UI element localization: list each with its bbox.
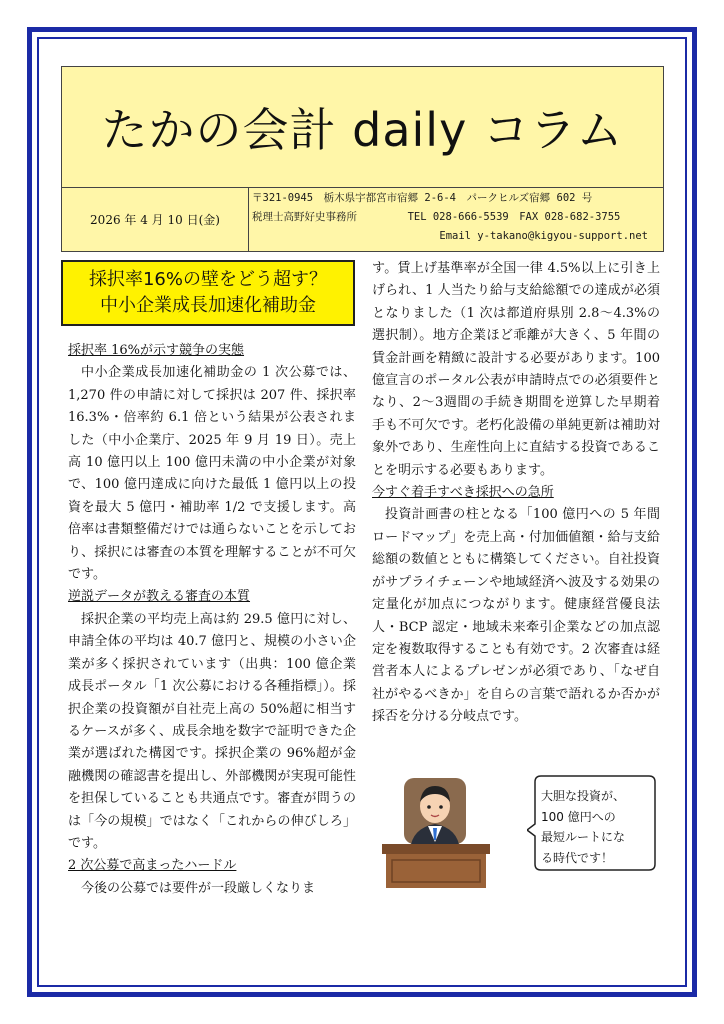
speech-bubble-text bbox=[541, 786, 653, 868]
office-address: 〒321-0945 栃木県宇都宮市宿郷 2-6-4 パークヒルズ宿郷 602 号 bbox=[252, 192, 593, 204]
office-name-phone bbox=[252, 208, 662, 227]
office-name: 税理士高野好史事務所 bbox=[252, 211, 357, 223]
eye-left bbox=[427, 805, 431, 809]
paragraph: 中小企業成長加速化補助金の 1 次公募では、1,270 件の申請に対して採択は 207 件、採択率 16.3%・倍率約 6.1 倍という結果が公表されました（中小企業庁、2025 年 9 月 19 日）。売上高 10 億円以上 100 億円未満の中小企業が対象で、100 億円達成に向けた最低 1 億円以上の投資を最大 5 億円・補助率 1/2 で支援します。高倍率は書類整備だけでは通らないことを示しており、採択には審査の本質を理解することが不可欠です。 bbox=[68, 365, 356, 583]
article-column-right bbox=[372, 258, 660, 729]
executive-at-desk-illustration bbox=[382, 770, 508, 888]
office-email: Email y-takano@kigyou-support.net bbox=[439, 230, 648, 242]
bubble-line: 大胆な投資が、 bbox=[541, 789, 626, 803]
bubble-line: 最短ルートにな bbox=[541, 830, 626, 844]
section-heading: 採択率 16%が示す競争の実態 bbox=[68, 343, 245, 358]
paragraph: 採択企業の平均売上高は約 29.5 億円に対し、申請全体の平均は 40.7 億円と、規模の小さい企業が多く採択されています（出典：100 億企業成長ポータル「1 次公募における各種指標」）。採択企業の投資額が自社売上高の 50%超に相当するケースが多く、成長余地を数字で証明できた企業が選ばれた構図です。採択企業の 96%超が金融機関の確認書を提出し、外部機関が実現可能性を担保していることも共通点です。審査が問うのは「今の規模」ではなく「これからの伸びしろ」です。 bbox=[68, 611, 356, 851]
headline-box bbox=[61, 260, 355, 326]
desk-top bbox=[382, 844, 490, 854]
office-info bbox=[252, 189, 662, 251]
bubble-line: 100 億円への bbox=[541, 809, 616, 824]
section-heading: 今すぐ着手すべき採択への急所 bbox=[372, 485, 554, 501]
paragraph: 今後の公募では要件が一段厳しくなりま bbox=[81, 880, 316, 896]
bubble-line: る時代です！ bbox=[541, 850, 614, 865]
section-heading: 逆説データが教える審査の本質 bbox=[68, 589, 251, 605]
headline-line-2: 中小企業成長加速化補助金 bbox=[100, 295, 316, 316]
newsletter-title: たかの会計 daily コラム bbox=[62, 67, 663, 188]
issue-date: 2026 年 4 月 10 日(金) bbox=[62, 187, 249, 251]
headline-line-1: 採択率16%の壁をどう超す？ bbox=[88, 269, 327, 290]
desk-front bbox=[386, 854, 486, 888]
office-phone-fax: TEL 028-666-5539 FAX 028-682-3755 bbox=[407, 211, 621, 223]
article-column-left bbox=[68, 340, 356, 900]
paragraph-continued: す。賃上げ基準率が全国一律 4.5%以上に引き上げられ、1 人当たり給与支給総額での達成が必須となりました（1 次は都道府県別 2.8〜4.3%の選択制）。地方企業ほど乖離が大きく、5 年間の賃金計画を精緻に設計する必要があります。100 億宣言のポータル公表が申請時点での必須要件となり、2〜3週間の手続き期間を逆算した早期着手も不可欠です。老朽化設備の単純更新は補助対象外であり、生産性向上に直結する投資であることを明示する必要もあります。 bbox=[372, 261, 660, 478]
eye-right bbox=[439, 805, 443, 809]
paragraph: 投資計画書の柱となる「100 億円への 5 年間ロードマップ」を売上高・付加価値額・給与支給総額の数値とともに構築してください。自社投資がサプライチェーンや地域経済へ波及する効果の定量化が加点につながります。健康経営優良法人・BCP 認定・地域未来牽引企業などの加点認定を複数取得することも有効です。2 次審査は経営者本人によるプレゼンが必須であり、「なぜ自社がやるべきか」を自らの言葉で語れるか否かが採否を分ける分岐点です。 bbox=[372, 507, 660, 725]
section-heading: 2 次公募で高まったハードル bbox=[68, 858, 237, 874]
masthead bbox=[61, 66, 664, 252]
